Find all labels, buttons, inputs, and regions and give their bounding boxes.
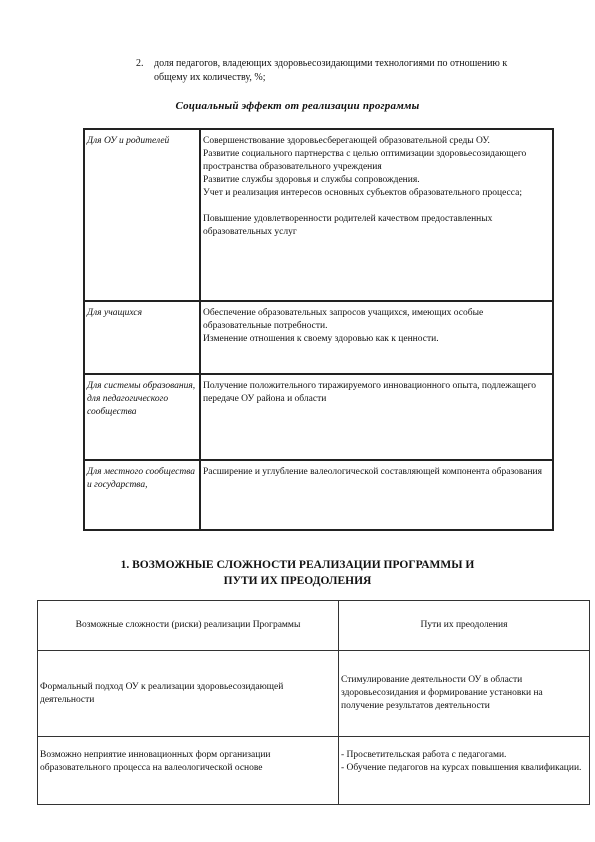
effect-line: Расширение и углубление валеологической составляющей компонента образования	[203, 467, 543, 477]
effect-key: Для местного сообщества и государства,	[84, 460, 200, 530]
table-row	[38, 737, 590, 805]
table-row	[84, 374, 553, 460]
column-header: Возможные сложности (риски) реализации Программы	[38, 601, 339, 651]
solution-cell: Стимулирование деятельности ОУ в области здоровьесозидания и формирование установки на получение результатов деятельности	[339, 651, 590, 737]
effect-value	[200, 460, 553, 530]
effect-line: Совершенствование здоровьесберегающей образовательной среды ОУ.	[203, 136, 490, 146]
social-effect-table	[83, 128, 554, 531]
effect-line: Получение положительного тиражируемого инновационного опыта, подлежащего передаче ОУ района и области	[203, 381, 539, 404]
effect-value	[200, 374, 553, 460]
list-text: доля педагогов, владеющих здоровьесозидающими технологиями по отношению к общему их количеству, %;	[154, 58, 508, 83]
table-row	[84, 129, 553, 301]
section-title: Социальный эффект от реализации программы	[175, 100, 420, 112]
solution-line: - Обучение педагогов на курсах повышения квалификации.	[341, 763, 582, 773]
effect-value	[200, 301, 553, 374]
risks-heading-line: ПУТИ ИХ ПРЕОДОЛЕНИЯ	[223, 575, 372, 587]
risk-cell: Формальный подход ОУ к реализации здоровьесозидающей деятельности	[38, 651, 339, 737]
effect-line: Повышение удовлетворенности родителей качеством предоставленных образовательных услуг	[203, 214, 495, 237]
effect-line	[203, 200, 550, 213]
effect-line: Развитие службы здоровья и службы сопровождения.	[203, 175, 420, 185]
list-number: 2.	[136, 58, 144, 69]
solution-cell	[339, 737, 590, 805]
risks-table	[37, 600, 590, 805]
risks-heading-line: 1. ВОЗМОЖНЫЕ СЛОЖНОСТИ РЕАЛИЗАЦИИ ПРОГРАММЫ И	[120, 559, 475, 571]
effect-line: Учет и реализация интересов основных субъектов образовательного процесса;	[203, 188, 522, 198]
effect-key: Для ОУ и родителей	[84, 129, 200, 301]
effect-line: Развитие социального партнерства с целью оптимизации здоровьесозидающего пространства образовательного учреждения	[203, 149, 529, 172]
risk-cell: Возможно неприятие инновационных форм организации образовательного процесса на валеологической основе	[38, 737, 339, 805]
effect-key: Для системы образования, для педагогического сообщества	[84, 374, 200, 460]
risks-heading	[0, 557, 595, 589]
table-header-row	[38, 601, 590, 651]
table-row	[38, 651, 590, 737]
table-row	[84, 460, 553, 530]
table-row	[84, 301, 553, 374]
effect-line: Обеспечение образовательных запросов учащихся, имеющих особые образовательные потребности.	[203, 308, 486, 331]
solution-line: - Просветительская работа с педагогами.	[341, 750, 507, 760]
effect-value	[200, 129, 553, 301]
column-header: Пути их преодоления	[339, 601, 590, 651]
effect-line: Изменение отношения к своему здоровью как к ценности.	[203, 334, 439, 344]
effect-key: Для учащихся	[84, 301, 200, 374]
